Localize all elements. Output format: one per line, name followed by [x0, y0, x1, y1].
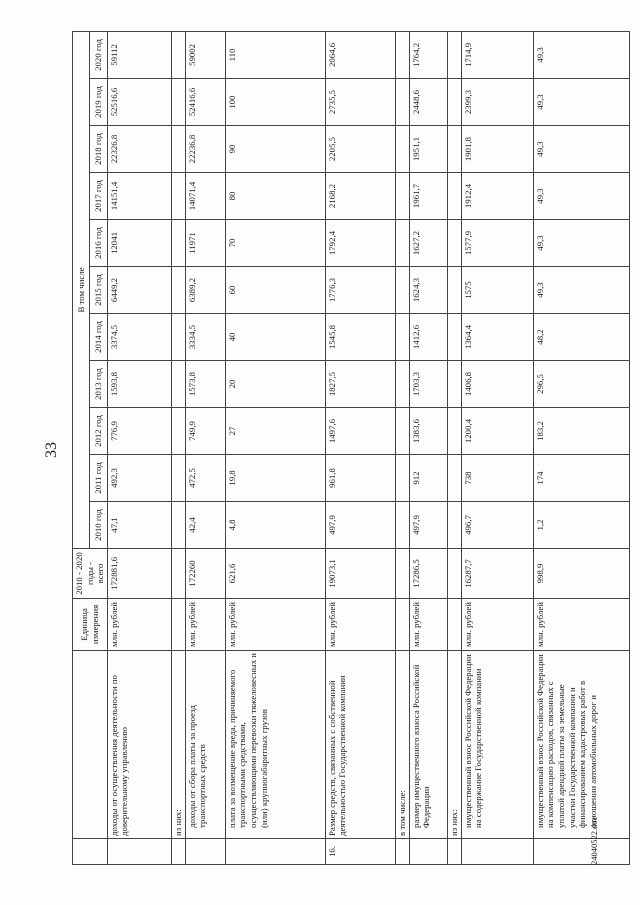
row-value-cell	[447, 314, 461, 361]
row-value-cell: 49,3	[533, 220, 629, 267]
row-value-cell: 19,8	[225, 455, 325, 502]
row-value-cell: 1627,2	[409, 220, 447, 267]
table-row	[185, 31, 225, 864]
row-value-cell: 1714,9	[461, 31, 533, 78]
header-year: 2011 год	[90, 455, 107, 502]
header-year: 2020 год	[90, 31, 107, 78]
row-unit: млн. рублей	[107, 599, 171, 651]
header-year: 2014 год	[90, 314, 107, 361]
row-value-cell: 49,3	[533, 267, 629, 314]
row-value-cell: 496,7	[461, 502, 533, 549]
row-value-cell: 90	[225, 126, 325, 173]
row-value-cell: 4,8	[225, 502, 325, 549]
table-row	[461, 31, 533, 864]
row-total: 17286,5	[409, 549, 447, 599]
row-value-cell: 27	[225, 408, 325, 455]
row-value-cell: 47,1	[107, 502, 171, 549]
row-value-cell: 1383,6	[409, 408, 447, 455]
row-value-cell	[395, 173, 409, 220]
table-row	[171, 31, 185, 864]
row-name: из них:	[447, 651, 461, 839]
row-value-cell	[447, 126, 461, 173]
investment-table	[72, 31, 630, 865]
row-value-cell: 497,9	[409, 502, 447, 549]
page-number: 33	[43, 442, 60, 458]
row-value-cell: 1497,6	[325, 408, 395, 455]
row-value-cell: 912	[409, 455, 447, 502]
row-unit: млн. рублей	[533, 599, 629, 651]
row-value-cell: 174	[533, 455, 629, 502]
row-value-cell: 14151,4	[107, 173, 171, 220]
row-value-cell	[395, 455, 409, 502]
row-value-cell: 52516,6	[107, 79, 171, 126]
row-value-cell: 80	[225, 173, 325, 220]
row-value-cell: 42,4	[185, 502, 225, 549]
header-year: 2013 год	[90, 361, 107, 408]
row-value-cell: 1577,9	[461, 220, 533, 267]
row-total: 998,9	[533, 549, 629, 599]
table-row	[325, 31, 395, 864]
row-value-cell: 49,3	[533, 31, 629, 78]
row-value-cell: 2399,3	[461, 79, 533, 126]
row-unit: млн. рублей	[409, 599, 447, 651]
row-value-cell	[171, 126, 185, 173]
row-value-cell	[171, 220, 185, 267]
row-unit: млн. рублей	[185, 599, 225, 651]
row-value-cell: 2448,6	[409, 79, 447, 126]
row-value-cell: 1961,7	[409, 173, 447, 220]
row-total: 19073,1	[325, 549, 395, 599]
row-unit	[171, 599, 185, 651]
header-total: 2010 - 2020 годы - всего	[73, 549, 108, 599]
row-value-cell: 22236,8	[185, 126, 225, 173]
row-value-cell: 110	[225, 31, 325, 78]
row-value-cell: 1776,3	[325, 267, 395, 314]
row-value-cell: 49,3	[533, 173, 629, 220]
row-name: доходы от сбора платы за проезд транспортных средств	[185, 651, 225, 839]
row-index	[533, 839, 629, 865]
row-value-cell	[395, 126, 409, 173]
row-value-cell: 60	[225, 267, 325, 314]
row-value-cell: 3334,5	[185, 314, 225, 361]
row-value-cell	[447, 220, 461, 267]
row-value-cell: 2064,6	[325, 31, 395, 78]
table-row	[225, 31, 325, 864]
footer-filename: 24040522.doc	[589, 816, 599, 865]
row-value-cell: 14071,4	[185, 173, 225, 220]
table-row	[447, 31, 461, 864]
row-value-cell	[447, 361, 461, 408]
row-name: размер имущественного взноса Российской Федерации	[409, 651, 447, 839]
row-value-cell: 70	[225, 220, 325, 267]
row-name: доходы от осуществления деятельности по доверительному управлению	[107, 651, 171, 839]
row-value-cell	[171, 455, 185, 502]
row-value-cell: 2735,5	[325, 79, 395, 126]
row-unit	[395, 599, 409, 651]
row-value-cell: 1,2	[533, 502, 629, 549]
row-value-cell: 22326,8	[107, 126, 171, 173]
row-name: Размер средств, связанных с собственной деятельностью Государственной компании	[325, 651, 395, 839]
row-value-cell: 497,9	[325, 502, 395, 549]
row-value-cell: 1593,8	[107, 361, 171, 408]
row-value-cell: 59112	[107, 31, 171, 78]
header-year: 2010 год	[90, 502, 107, 549]
row-value-cell: 52416,6	[185, 79, 225, 126]
row-value-cell: 1406,8	[461, 361, 533, 408]
header-year: 2018 год	[90, 126, 107, 173]
row-name: имущественный взнос Российской Федерации на компенсацию расходов, связанных с уплатой арендной платы за земельные участки Государственной компании и финансированием кадастровых работ в отношении автомобильных дорог и	[533, 651, 629, 839]
row-value-cell: 11971	[185, 220, 225, 267]
row-value-cell	[171, 79, 185, 126]
row-value-cell: 776,9	[107, 408, 171, 455]
row-name: имущественный взнос Российской Федерации на содержание Государственной компании	[461, 651, 533, 839]
header-in-number: В том числе	[73, 31, 90, 548]
row-value-cell: 2205,5	[325, 126, 395, 173]
row-value-cell	[447, 408, 461, 455]
row-value-cell	[447, 79, 461, 126]
row-value-cell	[447, 31, 461, 78]
row-total: 172260	[185, 549, 225, 599]
row-index	[447, 839, 461, 865]
row-index	[409, 839, 447, 865]
row-value-cell	[447, 267, 461, 314]
row-value-cell	[447, 455, 461, 502]
row-unit	[447, 599, 461, 651]
row-name: из них:	[171, 651, 185, 839]
row-value-cell: 49,3	[533, 79, 629, 126]
row-value-cell	[171, 173, 185, 220]
table-row	[107, 31, 171, 864]
row-index	[185, 839, 225, 865]
row-value-cell: 12041	[107, 220, 171, 267]
header-year: 2015 год	[90, 267, 107, 314]
row-value-cell: 738	[461, 455, 533, 502]
row-unit: млн. рублей	[225, 599, 325, 651]
row-value-cell: 1200,4	[461, 408, 533, 455]
header-unit: Единица измерения	[73, 599, 108, 651]
row-value-cell	[395, 31, 409, 78]
row-value-cell	[395, 502, 409, 549]
row-value-cell	[171, 502, 185, 549]
rotated-content	[40, 35, 600, 865]
table-row	[533, 31, 629, 864]
row-value-cell: 1764,2	[409, 31, 447, 78]
row-value-cell: 472,5	[185, 455, 225, 502]
row-total: 172881,6	[107, 549, 171, 599]
row-value-cell: 6449,2	[107, 267, 171, 314]
row-value-cell: 49,3	[533, 126, 629, 173]
row-value-cell: 1901,8	[461, 126, 533, 173]
table-body	[107, 31, 629, 864]
row-value-cell: 1364,4	[461, 314, 533, 361]
row-value-cell: 1827,5	[325, 361, 395, 408]
row-value-cell: 1951,1	[409, 126, 447, 173]
row-value-cell: 3374,5	[107, 314, 171, 361]
header-year: 2012 год	[90, 408, 107, 455]
row-value-cell: 1703,3	[409, 361, 447, 408]
table-row	[409, 31, 447, 864]
row-total: 621,6	[225, 549, 325, 599]
row-index	[107, 839, 171, 865]
row-value-cell	[171, 31, 185, 78]
row-total	[447, 549, 461, 599]
row-value-cell: 6389,2	[185, 267, 225, 314]
row-value-cell: 1545,8	[325, 314, 395, 361]
row-value-cell: 40	[225, 314, 325, 361]
row-index	[225, 839, 325, 865]
row-value-cell: 1912,4	[461, 173, 533, 220]
row-index: 16.	[325, 839, 395, 865]
row-unit: млн. рублей	[325, 599, 395, 651]
row-value-cell	[395, 408, 409, 455]
header-year: 2016 год	[90, 220, 107, 267]
row-total: 16287,7	[461, 549, 533, 599]
row-value-cell: 100	[225, 79, 325, 126]
row-value-cell	[395, 220, 409, 267]
header-year: 2019 год	[90, 79, 107, 126]
row-index	[461, 839, 533, 865]
row-value-cell: 961,8	[325, 455, 395, 502]
row-value-cell: 20	[225, 361, 325, 408]
row-name: плата за возмещение вреда, причиняемого транспортными средствами, осуществляющими перевозки тяжеловесных и (или) крупногабаритных грузов	[225, 651, 325, 839]
row-value-cell	[171, 267, 185, 314]
row-value-cell	[171, 408, 185, 455]
row-name: в том числе:	[395, 651, 409, 839]
row-value-cell: 48,2	[533, 314, 629, 361]
row-value-cell: 59002	[185, 31, 225, 78]
row-value-cell	[171, 361, 185, 408]
row-value-cell	[395, 79, 409, 126]
row-value-cell	[447, 173, 461, 220]
row-index	[395, 839, 409, 865]
header-index	[73, 839, 108, 865]
row-value-cell: 1792,4	[325, 220, 395, 267]
header-name	[73, 651, 108, 839]
row-total	[395, 549, 409, 599]
row-total	[171, 549, 185, 599]
row-value-cell	[395, 361, 409, 408]
row-value-cell	[395, 267, 409, 314]
row-value-cell: 2168,2	[325, 173, 395, 220]
row-value-cell: 183,2	[533, 408, 629, 455]
row-value-cell: 749,9	[185, 408, 225, 455]
row-index	[171, 839, 185, 865]
header-row-top	[73, 31, 90, 864]
row-value-cell	[395, 314, 409, 361]
row-value-cell	[447, 502, 461, 549]
row-unit: млн. рублей	[461, 599, 533, 651]
row-value-cell: 1412,6	[409, 314, 447, 361]
row-value-cell: 1575	[461, 267, 533, 314]
row-value-cell: 492,3	[107, 455, 171, 502]
row-value-cell: 1624,3	[409, 267, 447, 314]
header-year: 2017 год	[90, 173, 107, 220]
row-value-cell: 296,5	[533, 361, 629, 408]
row-value-cell	[171, 314, 185, 361]
table-row	[395, 31, 409, 864]
row-value-cell: 1573,8	[185, 361, 225, 408]
